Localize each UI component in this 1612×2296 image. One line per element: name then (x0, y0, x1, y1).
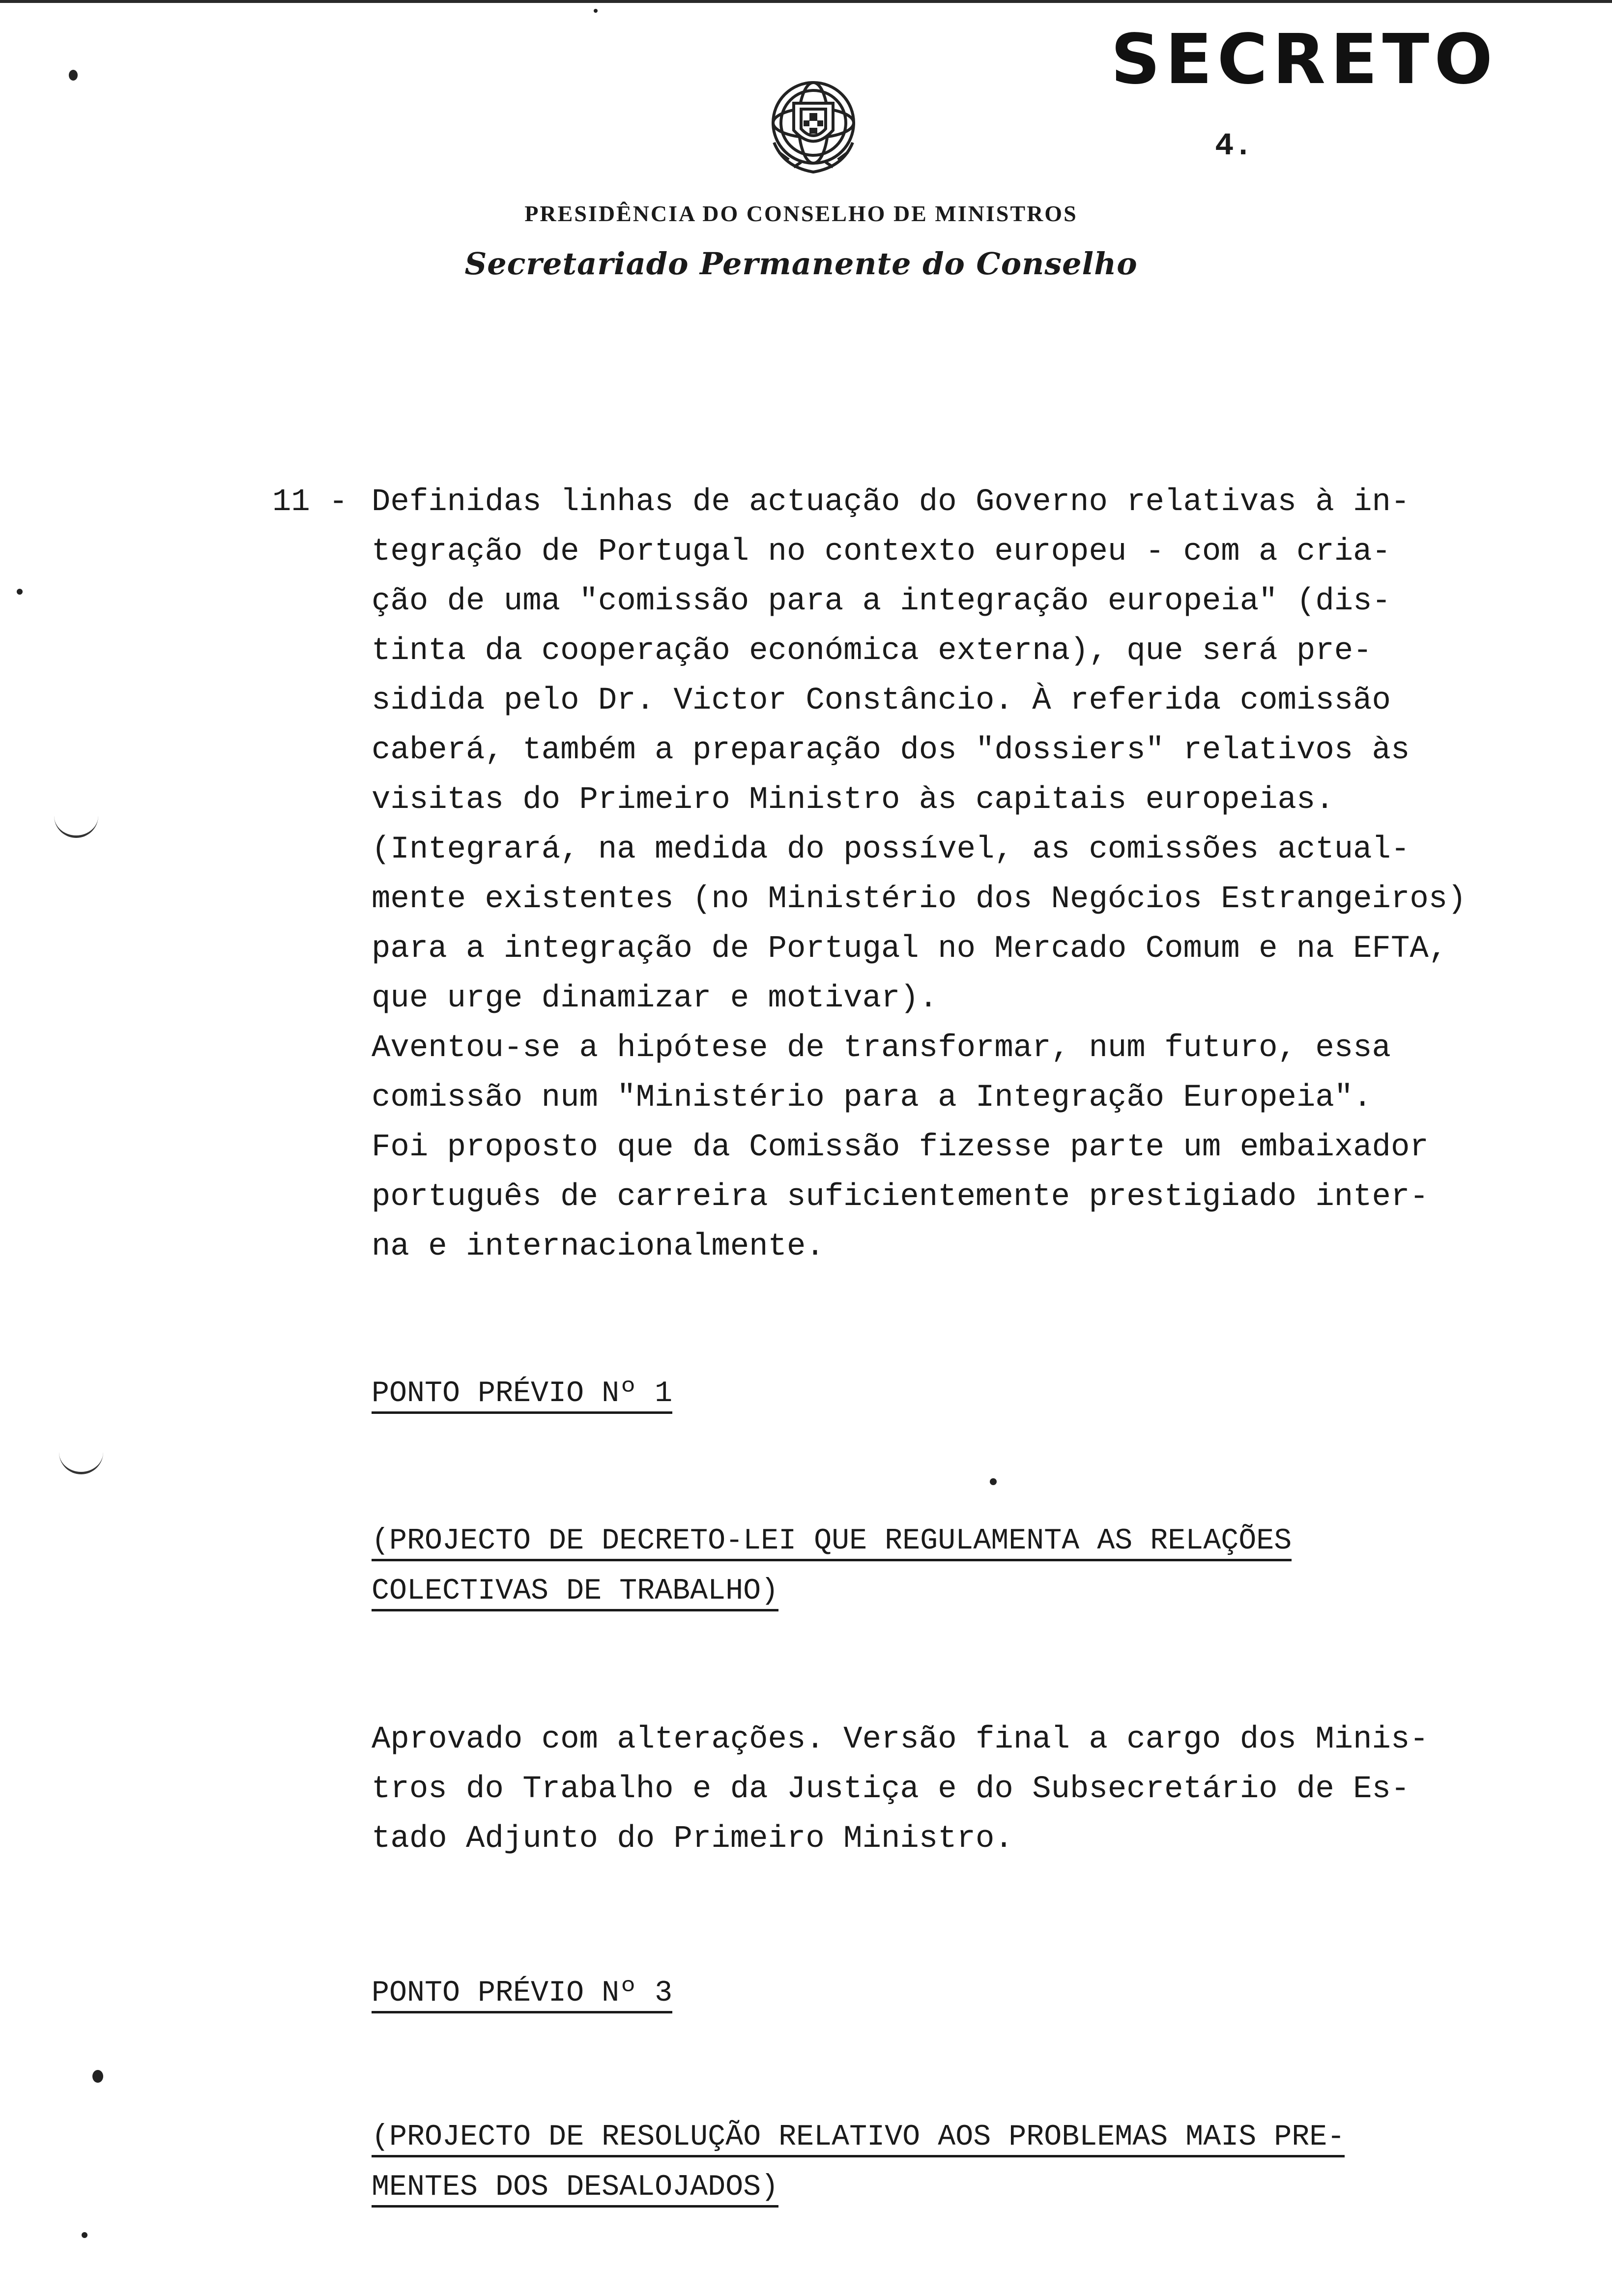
text-line: (Integrará, na medida do possível, as comissões actual- (372, 832, 1410, 867)
scan-speck (92, 2070, 103, 2083)
letterhead-department: Secretariado Permanente do Conselho (464, 246, 1138, 282)
text-line: visitas do Primeiro Ministro às capitais europeias. (372, 782, 1334, 818)
ponto-previo-3-subject (372, 2112, 1345, 2212)
portuguese-coat-of-arms-icon (754, 69, 872, 187)
classification-stamp: SECRETO (1111, 20, 1498, 100)
scan-speck (594, 9, 598, 13)
letterhead-institution: PRESIDÊNCIA DO CONSELHO DE MINISTROS (524, 201, 1078, 226)
text-line: Definidas linhas de actuação do Governo relativas à in- (372, 485, 1410, 520)
ponto-previo-1-subject (372, 1516, 1292, 1616)
text-line: comissão num "Ministério para a Integração Europeia". (372, 1080, 1372, 1116)
text-line: na e internacionalmente. (372, 1229, 825, 1264)
page-number: 4. (1215, 129, 1253, 164)
text-line: para a integração de Portugal no Mercado Comum e na EFTA, (372, 931, 1448, 967)
section-heading (372, 1369, 672, 1419)
text-line: que urge dinamizar e motivar). (372, 981, 938, 1016)
text-line: tinta da cooperação económica externa), que será pre- (372, 633, 1372, 669)
scan-speck (990, 1478, 997, 1485)
text-line: português de carreira suficientemente prestigiado inter- (372, 1179, 1429, 1215)
top-rule (0, 0, 1612, 3)
text-line: ção de uma "comissão para a integração europeia" (dis- (372, 584, 1391, 619)
punch-hole-mark (59, 1452, 103, 1474)
subject-line: (PROJECTO DE DECRETO-LEI QUE REGULAMENTA AS RELAÇÕES (372, 1524, 1292, 1561)
section-heading (372, 1968, 672, 2018)
text-line: sidida pelo Dr. Victor Constâncio. À referida comissão (372, 683, 1391, 718)
scan-speck (69, 70, 78, 81)
punch-hole-mark (54, 816, 98, 838)
ponto-previo-1-body (372, 1715, 1502, 1864)
ponto-previo-3-heading: PONTO PRÉVIO Nº 3 (372, 1977, 672, 2013)
scan-speck (82, 2232, 87, 2238)
ponto-previo-1-heading: PONTO PRÉVIO Nº 1 (372, 1377, 672, 1414)
subject-line: (PROJECTO DE RESOLUÇÃO RELATIVO AOS PROBLEMAS MAIS PRE- (372, 2121, 1345, 2157)
text-line: Aprovado com alterações. Versão final a cargo dos Minis- (372, 1722, 1429, 1757)
scan-speck (17, 589, 23, 595)
text-line: Foi proposto que da Comissão fizesse parte um embaixador (372, 1130, 1429, 1165)
text-line: Aventou-se a hipótese de transformar, num futuro, essa (372, 1031, 1391, 1066)
text-line: tros do Trabalho e da Justiça e do Subsecretário de Es- (372, 1772, 1410, 1807)
text-line: mente existentes (no Ministério dos Negócios Estrangeiros) (372, 882, 1467, 917)
text-line: caberá, também a preparação dos "dossiers" relativos às (372, 733, 1410, 768)
section-11-body (372, 478, 1502, 1272)
text-line: tegração de Portugal no contexto europeu - com a cria- (372, 534, 1391, 570)
subject-line: MENTES DOS DESALOJADOS) (372, 2171, 778, 2208)
subject-line: COLECTIVAS DE TRABALHO) (372, 1575, 778, 1611)
item-number: 11 - (272, 485, 348, 520)
text-line: tado Adjunto do Primeiro Ministro. (372, 1821, 1013, 1857)
